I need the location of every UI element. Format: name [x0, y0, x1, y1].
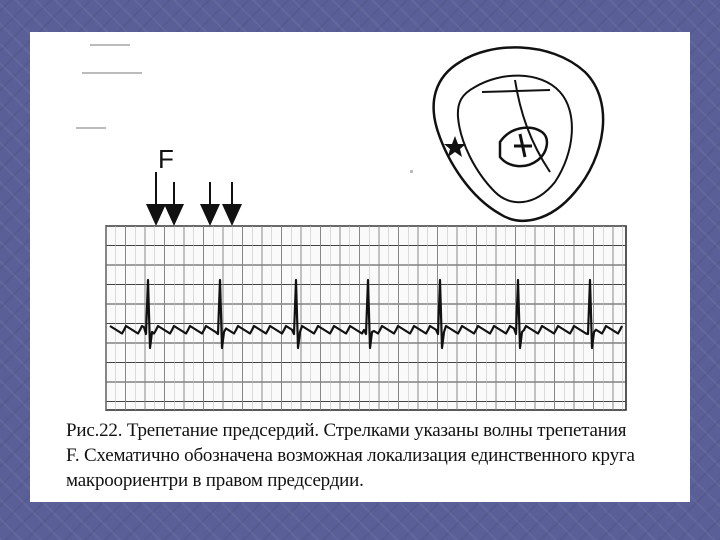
- flutter-arrows: [146, 172, 242, 226]
- flutter-wave-label: F: [158, 144, 174, 174]
- caption-line: F. Схематично обозначена возможная локализация единственного круга: [66, 445, 635, 466]
- caption-line: Рис.22. Трепетание предсердий. Стрелками указаны волны трепетания: [66, 420, 627, 441]
- figure-caption: [66, 418, 678, 493]
- slide-content: [30, 32, 690, 502]
- scan-noise: [76, 44, 413, 173]
- arrow-down-icon: [200, 182, 220, 226]
- arrow-down-icon: [164, 182, 184, 226]
- arrow-down-icon: [222, 182, 242, 226]
- heart-diagram: [434, 47, 604, 220]
- arrow-down-icon: [146, 172, 166, 226]
- caption-line: макроориентри в правом предсердии.: [66, 470, 364, 491]
